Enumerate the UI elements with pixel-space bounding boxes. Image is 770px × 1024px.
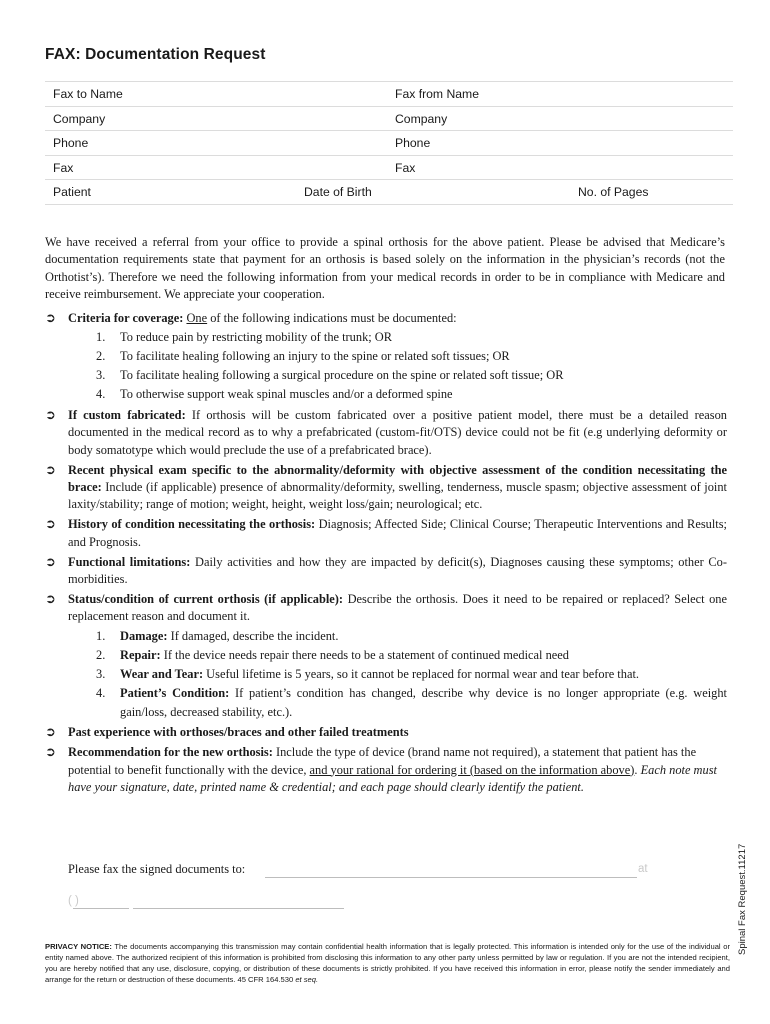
status-item [68, 665, 727, 684]
status-items [68, 627, 727, 722]
form-identifier: Spinal Fax Request.11217 [737, 843, 748, 955]
status-text: Describe the orthosis. Does it need to be repaired or replaced? Select one replacement reason and document it. [68, 591, 727, 624]
criteria-items [68, 328, 727, 404]
recommendation-period: . [634, 762, 638, 777]
arrow-bullet-icon: ➲ [45, 517, 56, 533]
page-title: FAX: Documentation Request [45, 46, 266, 63]
arrow-bullet-icon: ➲ [45, 591, 56, 607]
privacy-et-seq: et seq. [295, 975, 319, 985]
past-heading: Past experience with orthoses/braces and other failed treatments [68, 725, 409, 740]
fax-instruction: Please fax the signed documents to: [68, 862, 246, 876]
arrow-bullet-icon: ➲ [45, 725, 56, 741]
bullet-criteria [45, 310, 727, 404]
criteria-heading: Criteria for coverage: [68, 311, 184, 325]
item-text: To otherwise support weak spinal muscles and/or a deformed spine [120, 387, 453, 402]
fax-from-name-label: Fax from Name [395, 87, 479, 101]
privacy-notice [45, 941, 730, 985]
privacy-text: The documents accompanying this transmission may contain confidential health information that is legally protected. This information is intended only for the use of the individual or entity named above. The authorized recipient of this information is prohibited from disclosing this information to any other party unless permitted by law or regulation. If you are not the intended recipient, you are hereby notified that any use, disclosure, copying, or distribution of these documents is strictly prohibited. If you have received this information in error, please notify the sender immediately and arrange for the return or destruction of these documents. 45 CFR 164.530 [45, 942, 730, 985]
phone-number-line[interactable] [133, 908, 344, 909]
item-text: Useful lifetime is 5 years, so it cannot be replaced for normal wear and tear before that. [203, 666, 639, 681]
criteria-one: One [186, 311, 208, 325]
arrow-bullet-icon: ➲ [45, 745, 56, 761]
recommendation-underlined: and your rational for ordering it (based on the information above) [309, 762, 635, 777]
history-text: Diagnosis; Affected Side; Clinical Course; Therapeutic Interventions and Results; and Prognosis. [68, 517, 727, 549]
recommendation-text: Include the type of device (brand name not required), a statement that patient has the potential to benefit functionally with the device, [68, 745, 697, 777]
bullet-functional [45, 554, 727, 589]
item-number: 4. [96, 685, 106, 700]
recommendation-heading: Recommendation for the new orthosis: [68, 745, 273, 760]
item-text: If patient’s condition has changed, describe why device is no longer appropriate (e.g. weight gain/loss, decreased stability, etc.). [120, 685, 727, 719]
from-company-label: Company [395, 111, 448, 126]
arrow-bullet-icon: ➲ [45, 311, 56, 326]
history-heading: History of condition necessitating the orthosis: [68, 517, 316, 532]
to-fax-label: Fax [53, 160, 74, 175]
status-heading: Status/condition of current orthosis (if applicable): [68, 591, 344, 606]
privacy-label: PRIVACY NOTICE: [45, 942, 112, 951]
arrow-bullet-icon: ➲ [45, 462, 56, 478]
criteria-item [68, 366, 727, 385]
item-label: Repair: [120, 647, 161, 662]
bullet-status [45, 591, 727, 722]
status-item [68, 627, 727, 646]
item-text: To facilitate healing following an injury to the spine or related soft tissues; OR [120, 349, 510, 364]
bullet-past-experience [45, 724, 727, 741]
functional-heading: Functional limitations: [68, 554, 191, 569]
item-number: 4. [96, 387, 106, 402]
bullet-custom-fabricated [45, 407, 727, 459]
area-code-line[interactable] [73, 908, 129, 909]
item-text: To reduce pain by restricting mobility of the trunk; OR [120, 330, 393, 345]
from-fax-label: Fax [395, 160, 416, 175]
patient-label: Patient [53, 185, 91, 200]
recommendation-italic-note: Each note must have your signature, date, printed name & credential; and each page should clearly identify the patient. [68, 762, 717, 794]
custom-text: If orthosis will be custom fabricated over a positive patient model, there must be a detailed reason documented in the medical record as to why a prefabricated (custom-fit/OTS) device could not be fit (e.g underlying deformity or body somatotype which would preclude the use of a prefabricated brace). [68, 407, 727, 457]
item-number: 2. [96, 647, 106, 662]
item-number: 3. [96, 666, 106, 681]
number-of-pages-label: No. of Pages [578, 185, 649, 200]
exam-heading: Recent physical exam specific to the abnormality/deformity with objective assessment of the condition necessitating the brace: [68, 462, 727, 495]
item-text: If the device needs repair there needs to be a statement of continued medical need [160, 647, 569, 662]
item-number: 2. [96, 349, 106, 364]
criteria-text: of the following indications must be documented: [207, 311, 457, 325]
requirements-list [45, 310, 727, 799]
criteria-item [68, 347, 727, 366]
status-item [68, 684, 727, 722]
header-row-phone [45, 130, 733, 155]
header-row-name [45, 81, 733, 106]
bullet-recommendation [45, 744, 727, 796]
from-phone-label: Phone [395, 136, 431, 151]
arrow-bullet-icon: ➲ [45, 554, 56, 570]
bullet-physical-exam [45, 462, 727, 514]
item-number: 3. [96, 368, 106, 383]
date-of-birth-label: Date of Birth [304, 185, 372, 200]
to-phone-label: Phone [53, 136, 89, 151]
status-item [68, 646, 727, 665]
fax-to-name-label: Fax to Name [53, 87, 123, 101]
to-company-label: Company [53, 111, 106, 126]
area-code-placeholder: ( ) [68, 895, 79, 907]
at-label: at [638, 863, 648, 875]
custom-heading: If custom fabricated: [68, 407, 186, 422]
header-row-fax [45, 155, 733, 180]
item-text: To facilitate healing following a surgical procedure on the spine or related soft tissue; OR [120, 368, 564, 383]
exam-text: Include (if applicable) presence of abnormality/deformity, swelling, tenderness, muscle spasm; objective assessment of joint laxity/stability; range of motion; weight, height, weight loss/gain; neurological; etc. [68, 480, 727, 512]
item-text: If damaged, describe the incident. [167, 628, 339, 643]
header-row-patient [45, 179, 733, 205]
item-label: Patient’s Condition: [120, 685, 230, 700]
intro-paragraph: We have received a referral from your office to provide a spinal orthosis for the above patient. Please be advised that Medicare’s documentation requirements state that payment for an orthosis is based solely on the information in the physician’s records (not the Orthotist’s). Therefore we need the following information from your medical records in order to be in compliance with Medicare and receive reimbursement. We appreciate your cooperation. [45, 235, 725, 301]
arrow-bullet-icon: ➲ [45, 407, 56, 423]
criteria-item [68, 385, 727, 404]
fax-header-table [45, 81, 733, 205]
header-row-company [45, 106, 733, 131]
item-label: Damage: [120, 628, 168, 643]
functional-text: Daily activities and how they are impacted by deficit(s), Diagnoses causing these symptoms; other Co-morbidities. [68, 554, 727, 587]
item-number: 1. [96, 330, 106, 345]
bullet-history [45, 516, 727, 551]
item-number: 1. [96, 628, 106, 643]
item-label: Wear and Tear: [120, 666, 204, 681]
fax-destination-line[interactable] [265, 877, 637, 878]
criteria-item [68, 328, 727, 347]
